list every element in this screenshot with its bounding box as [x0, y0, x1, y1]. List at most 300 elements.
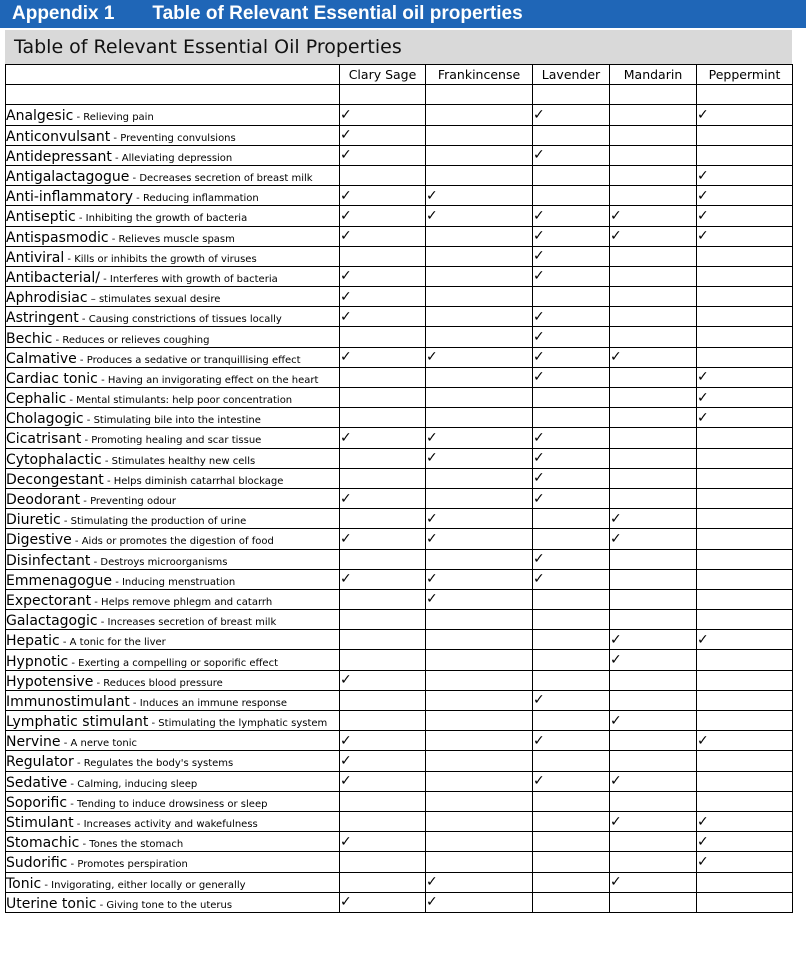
- table-row: [6, 448, 793, 468]
- property-description: - Interferes with growth of bacteria: [99, 273, 278, 285]
- check-cell: [533, 771, 610, 791]
- checkmark-icon: ✓: [697, 389, 709, 406]
- spacer-cell: [697, 85, 793, 105]
- property-cell: [6, 731, 340, 751]
- table-row: [6, 105, 793, 125]
- check-cell: [610, 327, 697, 347]
- property-description: - Tending to induce drowsiness or sleep: [67, 798, 268, 810]
- check-cell: [426, 307, 533, 327]
- property-cell: [6, 610, 340, 630]
- property-cell: [6, 549, 340, 569]
- check-cell: [533, 751, 610, 771]
- check-cell: [697, 791, 793, 811]
- check-cell: [610, 751, 697, 771]
- property-description: - Promotes perspiration: [67, 859, 188, 871]
- checkmark-icon: ✓: [697, 167, 709, 184]
- check-cell: [610, 287, 697, 307]
- check-cell: [533, 650, 610, 670]
- property-name: Sedative: [6, 774, 68, 791]
- checkmark-icon: ✓: [533, 329, 545, 346]
- property-name: Decongestant: [6, 471, 104, 488]
- property-cell: [6, 347, 340, 367]
- checkmark-icon: ✓: [426, 187, 438, 204]
- check-cell: [697, 650, 793, 670]
- check-cell: [697, 408, 793, 428]
- check-cell: [340, 307, 426, 327]
- checkmark-icon: ✓: [340, 894, 352, 911]
- property-name: Emmenagogue: [6, 572, 113, 589]
- check-cell: [697, 125, 793, 145]
- check-cell: [340, 852, 426, 872]
- property-cell: [6, 670, 340, 690]
- property-name: Hepatic: [6, 633, 60, 650]
- check-cell: [426, 852, 533, 872]
- table-row: [6, 509, 793, 529]
- table-row: [6, 145, 793, 165]
- check-cell: [426, 327, 533, 347]
- checkmark-icon: ✓: [610, 652, 622, 669]
- check-cell: [610, 388, 697, 408]
- table-row: [6, 367, 793, 387]
- checkmark-icon: ✓: [697, 732, 709, 749]
- check-cell: [340, 832, 426, 852]
- checkmark-icon: ✓: [426, 349, 438, 366]
- check-cell: [340, 549, 426, 569]
- check-cell: [426, 751, 533, 771]
- checkmark-icon: ✓: [340, 147, 352, 164]
- check-cell: [610, 448, 697, 468]
- check-cell: [533, 388, 610, 408]
- property-description: - Increases activity and wakefulness: [73, 819, 258, 831]
- checkmark-icon: ✓: [533, 450, 545, 467]
- property-name: Expectorant: [6, 592, 92, 609]
- check-cell: [426, 206, 533, 226]
- property-description: - A tonic for the liver: [59, 637, 166, 649]
- property-name: Galactagogic: [6, 613, 98, 630]
- check-cell: [610, 307, 697, 327]
- check-cell: [426, 711, 533, 731]
- check-cell: [340, 731, 426, 751]
- property-description: - Kills or inhibits the growth of viruses: [64, 253, 257, 265]
- table-row: [6, 388, 793, 408]
- property-name: Calmative: [6, 350, 77, 367]
- check-cell: [610, 367, 697, 387]
- property-description: - Induces an immune response: [129, 697, 288, 709]
- check-cell: [340, 791, 426, 811]
- check-cell: [340, 186, 426, 206]
- property-cell: [6, 488, 340, 508]
- check-cell: [426, 549, 533, 569]
- check-cell: [610, 852, 697, 872]
- property-name: Antidepressant: [6, 148, 112, 165]
- property-name: Hypotensive: [6, 673, 94, 690]
- check-cell: [533, 852, 610, 872]
- property-cell: [6, 367, 340, 387]
- check-cell: [610, 488, 697, 508]
- property-description: - Increases secretion of breast milk: [97, 617, 277, 629]
- property-cell: [6, 105, 340, 125]
- check-cell: [697, 226, 793, 246]
- property-name: Anticonvulsant: [6, 128, 111, 145]
- check-cell: [610, 670, 697, 690]
- property-description: - Preventing odour: [80, 496, 176, 508]
- appendix-label: Appendix 1: [12, 3, 115, 24]
- check-cell: [697, 529, 793, 549]
- property-name: Cicatrisant: [6, 431, 82, 448]
- checkmark-icon: ✓: [533, 773, 545, 790]
- property-cell: [6, 892, 340, 912]
- table-row: [6, 468, 793, 488]
- check-cell: [426, 125, 533, 145]
- property-description: - Decreases secretion of breast milk: [129, 173, 313, 185]
- check-cell: [426, 630, 533, 650]
- checkmark-icon: ✓: [610, 228, 622, 245]
- check-cell: [533, 872, 610, 892]
- property-description: - Relieving pain: [73, 112, 154, 124]
- check-cell: [426, 832, 533, 852]
- check-cell: [533, 468, 610, 488]
- property-description: - Alleviating depression: [111, 152, 233, 164]
- property-cell: [6, 287, 340, 307]
- check-cell: [533, 731, 610, 751]
- checkmark-icon: ✓: [340, 288, 352, 305]
- check-cell: [340, 287, 426, 307]
- table-row: [6, 892, 793, 912]
- checkmark-icon: ✓: [697, 631, 709, 648]
- property-cell: [6, 529, 340, 549]
- check-cell: [340, 529, 426, 549]
- property-name: Nervine: [6, 734, 61, 751]
- property-cell: [6, 832, 340, 852]
- check-cell: [697, 347, 793, 367]
- table-row: [6, 307, 793, 327]
- property-name: Antiseptic: [6, 209, 76, 226]
- check-cell: [610, 630, 697, 650]
- property-cell: [6, 246, 340, 266]
- check-cell: [426, 509, 533, 529]
- check-cell: [697, 388, 793, 408]
- check-cell: [610, 266, 697, 286]
- check-cell: [426, 731, 533, 751]
- check-cell: [697, 206, 793, 226]
- check-cell: [426, 428, 533, 448]
- property-description: - A nerve tonic: [60, 738, 138, 750]
- table-row: [6, 711, 793, 731]
- property-cell: [6, 428, 340, 448]
- table-row: [6, 791, 793, 811]
- check-cell: [533, 246, 610, 266]
- check-cell: [426, 266, 533, 286]
- property-name: Bechic: [6, 330, 53, 347]
- check-cell: [426, 246, 533, 266]
- check-cell: [426, 186, 533, 206]
- header-cell-property: [6, 65, 340, 85]
- property-name: Uterine tonic: [6, 895, 97, 912]
- check-cell: [697, 307, 793, 327]
- checkmark-icon: ✓: [610, 631, 622, 648]
- table-title: Table of Relevant Essential Oil Properties: [5, 30, 792, 64]
- checkmark-icon: ✓: [533, 268, 545, 285]
- property-name: Stomachic: [6, 835, 80, 852]
- check-cell: [426, 468, 533, 488]
- property-name: Digestive: [6, 532, 72, 549]
- checkmark-icon: ✓: [340, 308, 352, 325]
- check-cell: [426, 650, 533, 670]
- check-cell: [533, 367, 610, 387]
- checkmark-icon: ✓: [340, 187, 352, 204]
- check-cell: [697, 246, 793, 266]
- check-cell: [340, 711, 426, 731]
- property-name: Cardiac tonic: [6, 370, 98, 387]
- check-cell: [533, 610, 610, 630]
- table-row: [6, 771, 793, 791]
- check-cell: [697, 892, 793, 912]
- property-cell: [6, 448, 340, 468]
- property-description: - Giving tone to the uterus: [96, 899, 233, 911]
- check-cell: [426, 610, 533, 630]
- property-description: - Causing constrictions of tissues locally: [78, 314, 282, 326]
- header-row: [6, 65, 793, 85]
- property-name: Analgesic: [6, 108, 74, 125]
- check-cell: [697, 145, 793, 165]
- spacer-cell: [533, 85, 610, 105]
- table-row: [6, 650, 793, 670]
- check-cell: [610, 246, 697, 266]
- check-cell: [610, 408, 697, 428]
- check-cell: [610, 529, 697, 549]
- property-description: - Aids or promotes the digestion of food: [71, 536, 274, 548]
- check-cell: [340, 125, 426, 145]
- property-name: Diuretic: [6, 512, 61, 529]
- check-cell: [697, 367, 793, 387]
- property-cell: [6, 589, 340, 609]
- check-cell: [533, 711, 610, 731]
- property-description: - Relieves muscle spasm: [108, 233, 235, 245]
- checkmark-icon: ✓: [610, 712, 622, 729]
- check-cell: [340, 145, 426, 165]
- table-row: [6, 872, 793, 892]
- table-row: [6, 731, 793, 751]
- table-row: [6, 488, 793, 508]
- check-cell: [697, 287, 793, 307]
- check-cell: [340, 630, 426, 650]
- check-cell: [426, 226, 533, 246]
- check-cell: [533, 892, 610, 912]
- table-row: [6, 327, 793, 347]
- table-row: [6, 630, 793, 650]
- check-cell: [533, 529, 610, 549]
- property-cell: [6, 791, 340, 811]
- checkmark-icon: ✓: [610, 530, 622, 547]
- check-cell: [610, 125, 697, 145]
- checkmark-icon: ✓: [533, 369, 545, 386]
- property-cell: [6, 125, 340, 145]
- check-cell: [533, 145, 610, 165]
- property-description: - Reduces blood pressure: [93, 677, 223, 689]
- check-cell: [610, 226, 697, 246]
- property-name: Regulator: [6, 754, 74, 771]
- header-cell-lavender: Lavender: [533, 65, 610, 85]
- check-cell: [533, 287, 610, 307]
- property-cell: [6, 509, 340, 529]
- property-name: Astringent: [6, 310, 79, 327]
- checkmark-icon: ✓: [340, 490, 352, 507]
- property-description: - Destroys microorganisms: [90, 556, 228, 568]
- checkmark-icon: ✓: [533, 228, 545, 245]
- check-cell: [533, 428, 610, 448]
- checkmark-icon: ✓: [697, 833, 709, 850]
- checkmark-icon: ✓: [533, 551, 545, 568]
- property-cell: [6, 690, 340, 710]
- table-row: [6, 428, 793, 448]
- table-row: [6, 125, 793, 145]
- check-cell: [340, 266, 426, 286]
- property-name: Immunostimulant: [6, 693, 130, 710]
- check-cell: [610, 589, 697, 609]
- property-name: Cholagogic: [6, 411, 84, 428]
- check-cell: [610, 145, 697, 165]
- check-cell: [697, 186, 793, 206]
- checkmark-icon: ✓: [533, 248, 545, 265]
- property-cell: [6, 226, 340, 246]
- check-cell: [533, 509, 610, 529]
- check-cell: [697, 468, 793, 488]
- check-cell: [697, 327, 793, 347]
- check-cell: [610, 832, 697, 852]
- checkmark-icon: ✓: [340, 773, 352, 790]
- check-cell: [697, 165, 793, 185]
- header-cell-peppermint: Peppermint: [697, 65, 793, 85]
- property-cell: [6, 468, 340, 488]
- properties-body: [6, 105, 793, 913]
- check-cell: [533, 186, 610, 206]
- checkmark-icon: ✓: [610, 874, 622, 891]
- check-cell: [340, 509, 426, 529]
- checkmark-icon: ✓: [426, 429, 438, 446]
- property-description: - Stimulating the production of urine: [60, 516, 247, 528]
- check-cell: [697, 811, 793, 831]
- property-cell: [6, 206, 340, 226]
- check-cell: [426, 811, 533, 831]
- check-cell: [533, 549, 610, 569]
- check-cell: [426, 287, 533, 307]
- checkmark-icon: ✓: [426, 510, 438, 527]
- checkmark-icon: ✓: [610, 207, 622, 224]
- table-row: [6, 832, 793, 852]
- check-cell: [340, 569, 426, 589]
- check-cell: [426, 690, 533, 710]
- check-cell: [610, 892, 697, 912]
- check-cell: [340, 610, 426, 630]
- property-cell: [6, 327, 340, 347]
- check-cell: [697, 610, 793, 630]
- check-cell: [426, 872, 533, 892]
- check-cell: [426, 670, 533, 690]
- check-cell: [697, 670, 793, 690]
- check-cell: [533, 811, 610, 831]
- check-cell: [697, 488, 793, 508]
- property-description: - Helps diminish catarrhal blockage: [103, 475, 284, 487]
- property-description: - Preventing convulsions: [110, 132, 236, 144]
- check-cell: [340, 670, 426, 690]
- checkmark-icon: ✓: [610, 510, 622, 527]
- checkmark-icon: ✓: [340, 672, 352, 689]
- check-cell: [610, 791, 697, 811]
- checkmark-icon: ✓: [340, 833, 352, 850]
- spacer-cell: [6, 85, 340, 105]
- check-cell: [697, 428, 793, 448]
- check-cell: [610, 771, 697, 791]
- check-cell: [697, 832, 793, 852]
- property-cell: [6, 630, 340, 650]
- table-row: [6, 408, 793, 428]
- checkmark-icon: ✓: [610, 813, 622, 830]
- check-cell: [697, 630, 793, 650]
- property-description: - Helps remove phlegm and catarrh: [91, 596, 273, 608]
- spacer-cell: [426, 85, 533, 105]
- checkmark-icon: ✓: [340, 268, 352, 285]
- table-row: [6, 347, 793, 367]
- table-row: [6, 589, 793, 609]
- property-cell: [6, 165, 340, 185]
- property-name: Antispasmodic: [6, 229, 109, 246]
- spacer-cell: [610, 85, 697, 105]
- check-cell: [697, 549, 793, 569]
- property-description: - Reduces or relieves coughing: [52, 334, 210, 346]
- checkmark-icon: ✓: [426, 450, 438, 467]
- property-cell: [6, 811, 340, 831]
- checkmark-icon: ✓: [340, 752, 352, 769]
- check-cell: [697, 266, 793, 286]
- table-row: [6, 266, 793, 286]
- check-cell: [340, 367, 426, 387]
- check-cell: [533, 488, 610, 508]
- checkmark-icon: ✓: [533, 692, 545, 709]
- check-cell: [533, 589, 610, 609]
- checkmark-icon: ✓: [340, 530, 352, 547]
- property-name: Cytophalactic: [6, 451, 102, 468]
- property-name: Soporific: [6, 794, 68, 811]
- check-cell: [426, 347, 533, 367]
- check-cell: [533, 690, 610, 710]
- check-cell: [610, 428, 697, 448]
- check-cell: [610, 610, 697, 630]
- table-row: [6, 165, 793, 185]
- property-description: - Stimulates healthy new cells: [101, 455, 256, 467]
- check-cell: [340, 428, 426, 448]
- property-cell: [6, 388, 340, 408]
- check-cell: [533, 832, 610, 852]
- check-cell: [340, 246, 426, 266]
- property-description: - Exerting a compelling or soporific effect: [68, 657, 278, 669]
- checkmark-icon: ✓: [533, 490, 545, 507]
- checkmark-icon: ✓: [426, 894, 438, 911]
- property-name: Antiviral: [6, 249, 65, 266]
- check-cell: [610, 165, 697, 185]
- check-cell: [533, 327, 610, 347]
- check-cell: [533, 347, 610, 367]
- check-cell: [426, 771, 533, 791]
- check-cell: [426, 367, 533, 387]
- check-cell: [340, 751, 426, 771]
- check-cell: [340, 771, 426, 791]
- checkmark-icon: ✓: [340, 349, 352, 366]
- check-cell: [610, 549, 697, 569]
- property-name: Hypnotic: [6, 653, 69, 670]
- checkmark-icon: ✓: [533, 571, 545, 588]
- check-cell: [533, 226, 610, 246]
- header-cell-mandarin: Mandarin: [610, 65, 697, 85]
